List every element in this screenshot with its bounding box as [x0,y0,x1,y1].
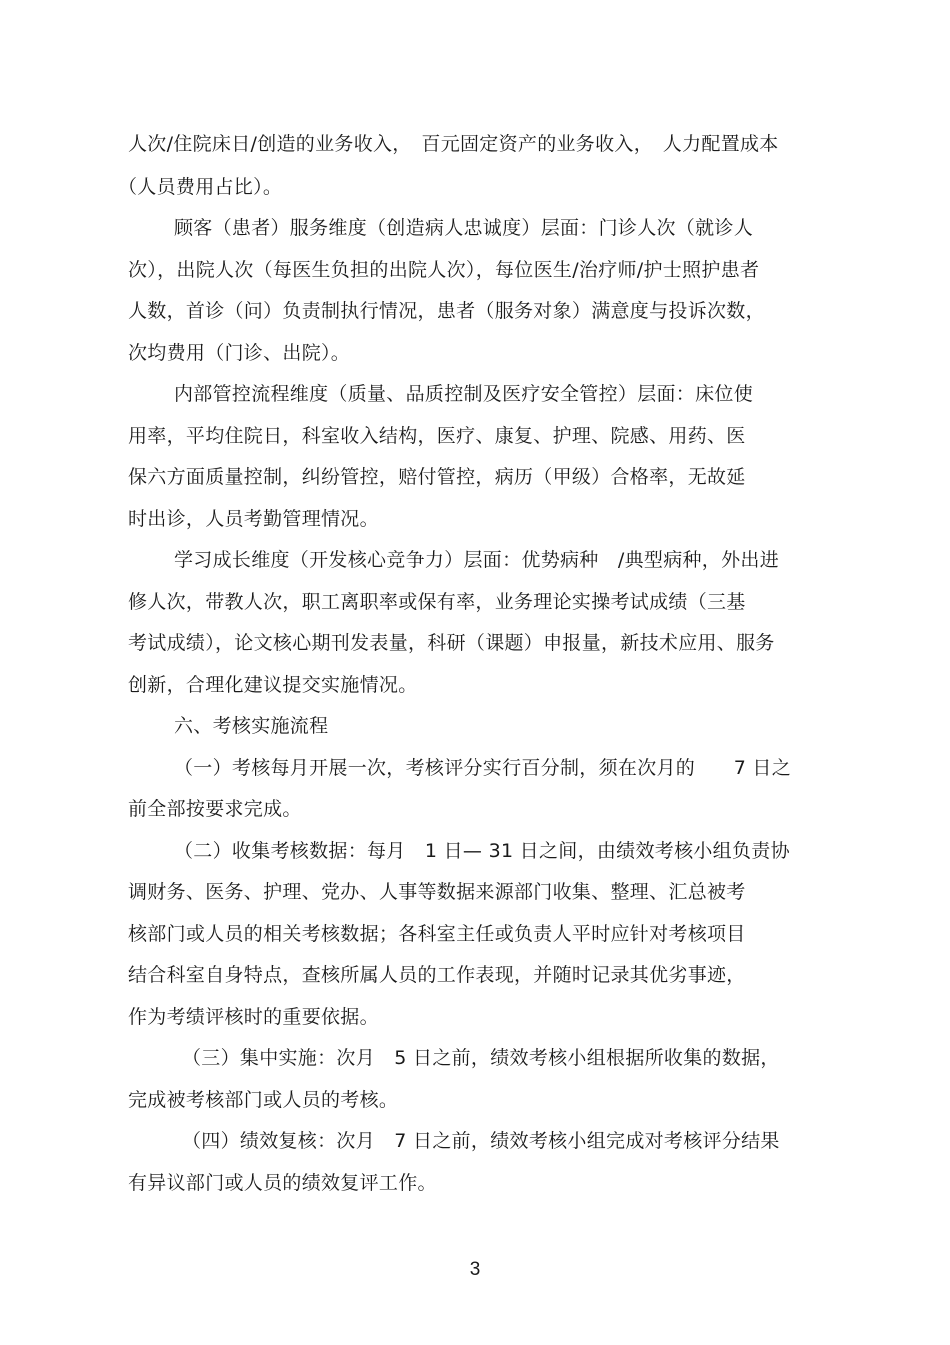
text-line: 考试成绩），论文核心期刊发表量，科研（课题）申报量，新技术应用、服务 [128,632,775,654]
text-line: 完成被考核部门或人员的考核。 [128,1089,399,1111]
paragraph-start-line: （三）集中实施：次月 5 日之前，绩效考核小组根据所收集的数据， [182,1047,780,1069]
text-line: 保六方面质量控制，纠纷管控，赔付管控，病历（甲级）合格率，无故延 [128,466,746,488]
section-heading: 六、考核实施流程 [174,715,329,737]
paragraph-start-line: （二）收集考核数据：每月 1 日— 31 日之间，由绩效考核小组负责协 [174,840,790,862]
text-line: 作为考绩评核时的重要依据。 [128,1006,379,1028]
text-line: 修人次，带教人次，职工离职率或保有率，业务理论实操考试成绩（三基 [128,591,746,613]
paragraph-start-line: （四）绩效复核：次月 7 日之前，绩效考核小组完成对考核评分结果 [182,1130,780,1152]
text-line: 次均费用（门诊、出院）。 [128,342,351,364]
paragraph-start-line: 顾客（患者）服务维度（创造病人忠诚度）层面：门诊人次（就诊人 [174,217,754,239]
paragraph-start-line: 内部管控流程维度（质量、品质控制及医疗安全管控）层面：床位使 [174,383,754,405]
text-line: 前全部按要求完成。 [128,798,302,820]
text-line: 人数，首诊（问）负责制执行情况，患者（服务对象）满意度与投诉次数， [128,300,765,322]
text-line: 用率，平均住院日，科室收入结构，医疗、康复、护理、院感、用药、医 [128,425,746,447]
text-line: 结合科室自身特点，查核所属人员的工作表现，并随时记录其优劣事迹， [128,964,746,986]
paragraph-start-line: 学习成长维度（开发核心竞争力）层面：优势病种 /典型病种，外出进 [174,549,780,571]
text-line: 创新，合理化建议提交实施情况。 [128,674,418,696]
text-line: 次），出院人次（每医生负担的出院人次），每位医生/治疗师/护士照护患者 [128,259,760,281]
text-line: 有异议部门或人员的绩效复评工作。 [128,1172,437,1194]
text-line: 核部门或人员的相关考核数据；各科室主任或负责人平时应针对考核项目 [128,923,746,945]
text-line: （人员费用占比）。 [118,176,283,198]
paragraph-start-line: （一）考核每月开展一次，考核评分实行百分制，须在次月的 7 日之 [174,757,792,779]
text-line: 人次/住院床日/创造的业务收入， 百元固定资产的业务收入， 人力配置成本 [128,133,779,155]
page-number: 3 [469,1259,481,1280]
text-line: 时出诊，人员考勤管理情况。 [128,508,379,530]
text-line: 调财务、医务、护理、党办、人事等数据来源部门收集、整理、汇总被考 [128,881,746,903]
